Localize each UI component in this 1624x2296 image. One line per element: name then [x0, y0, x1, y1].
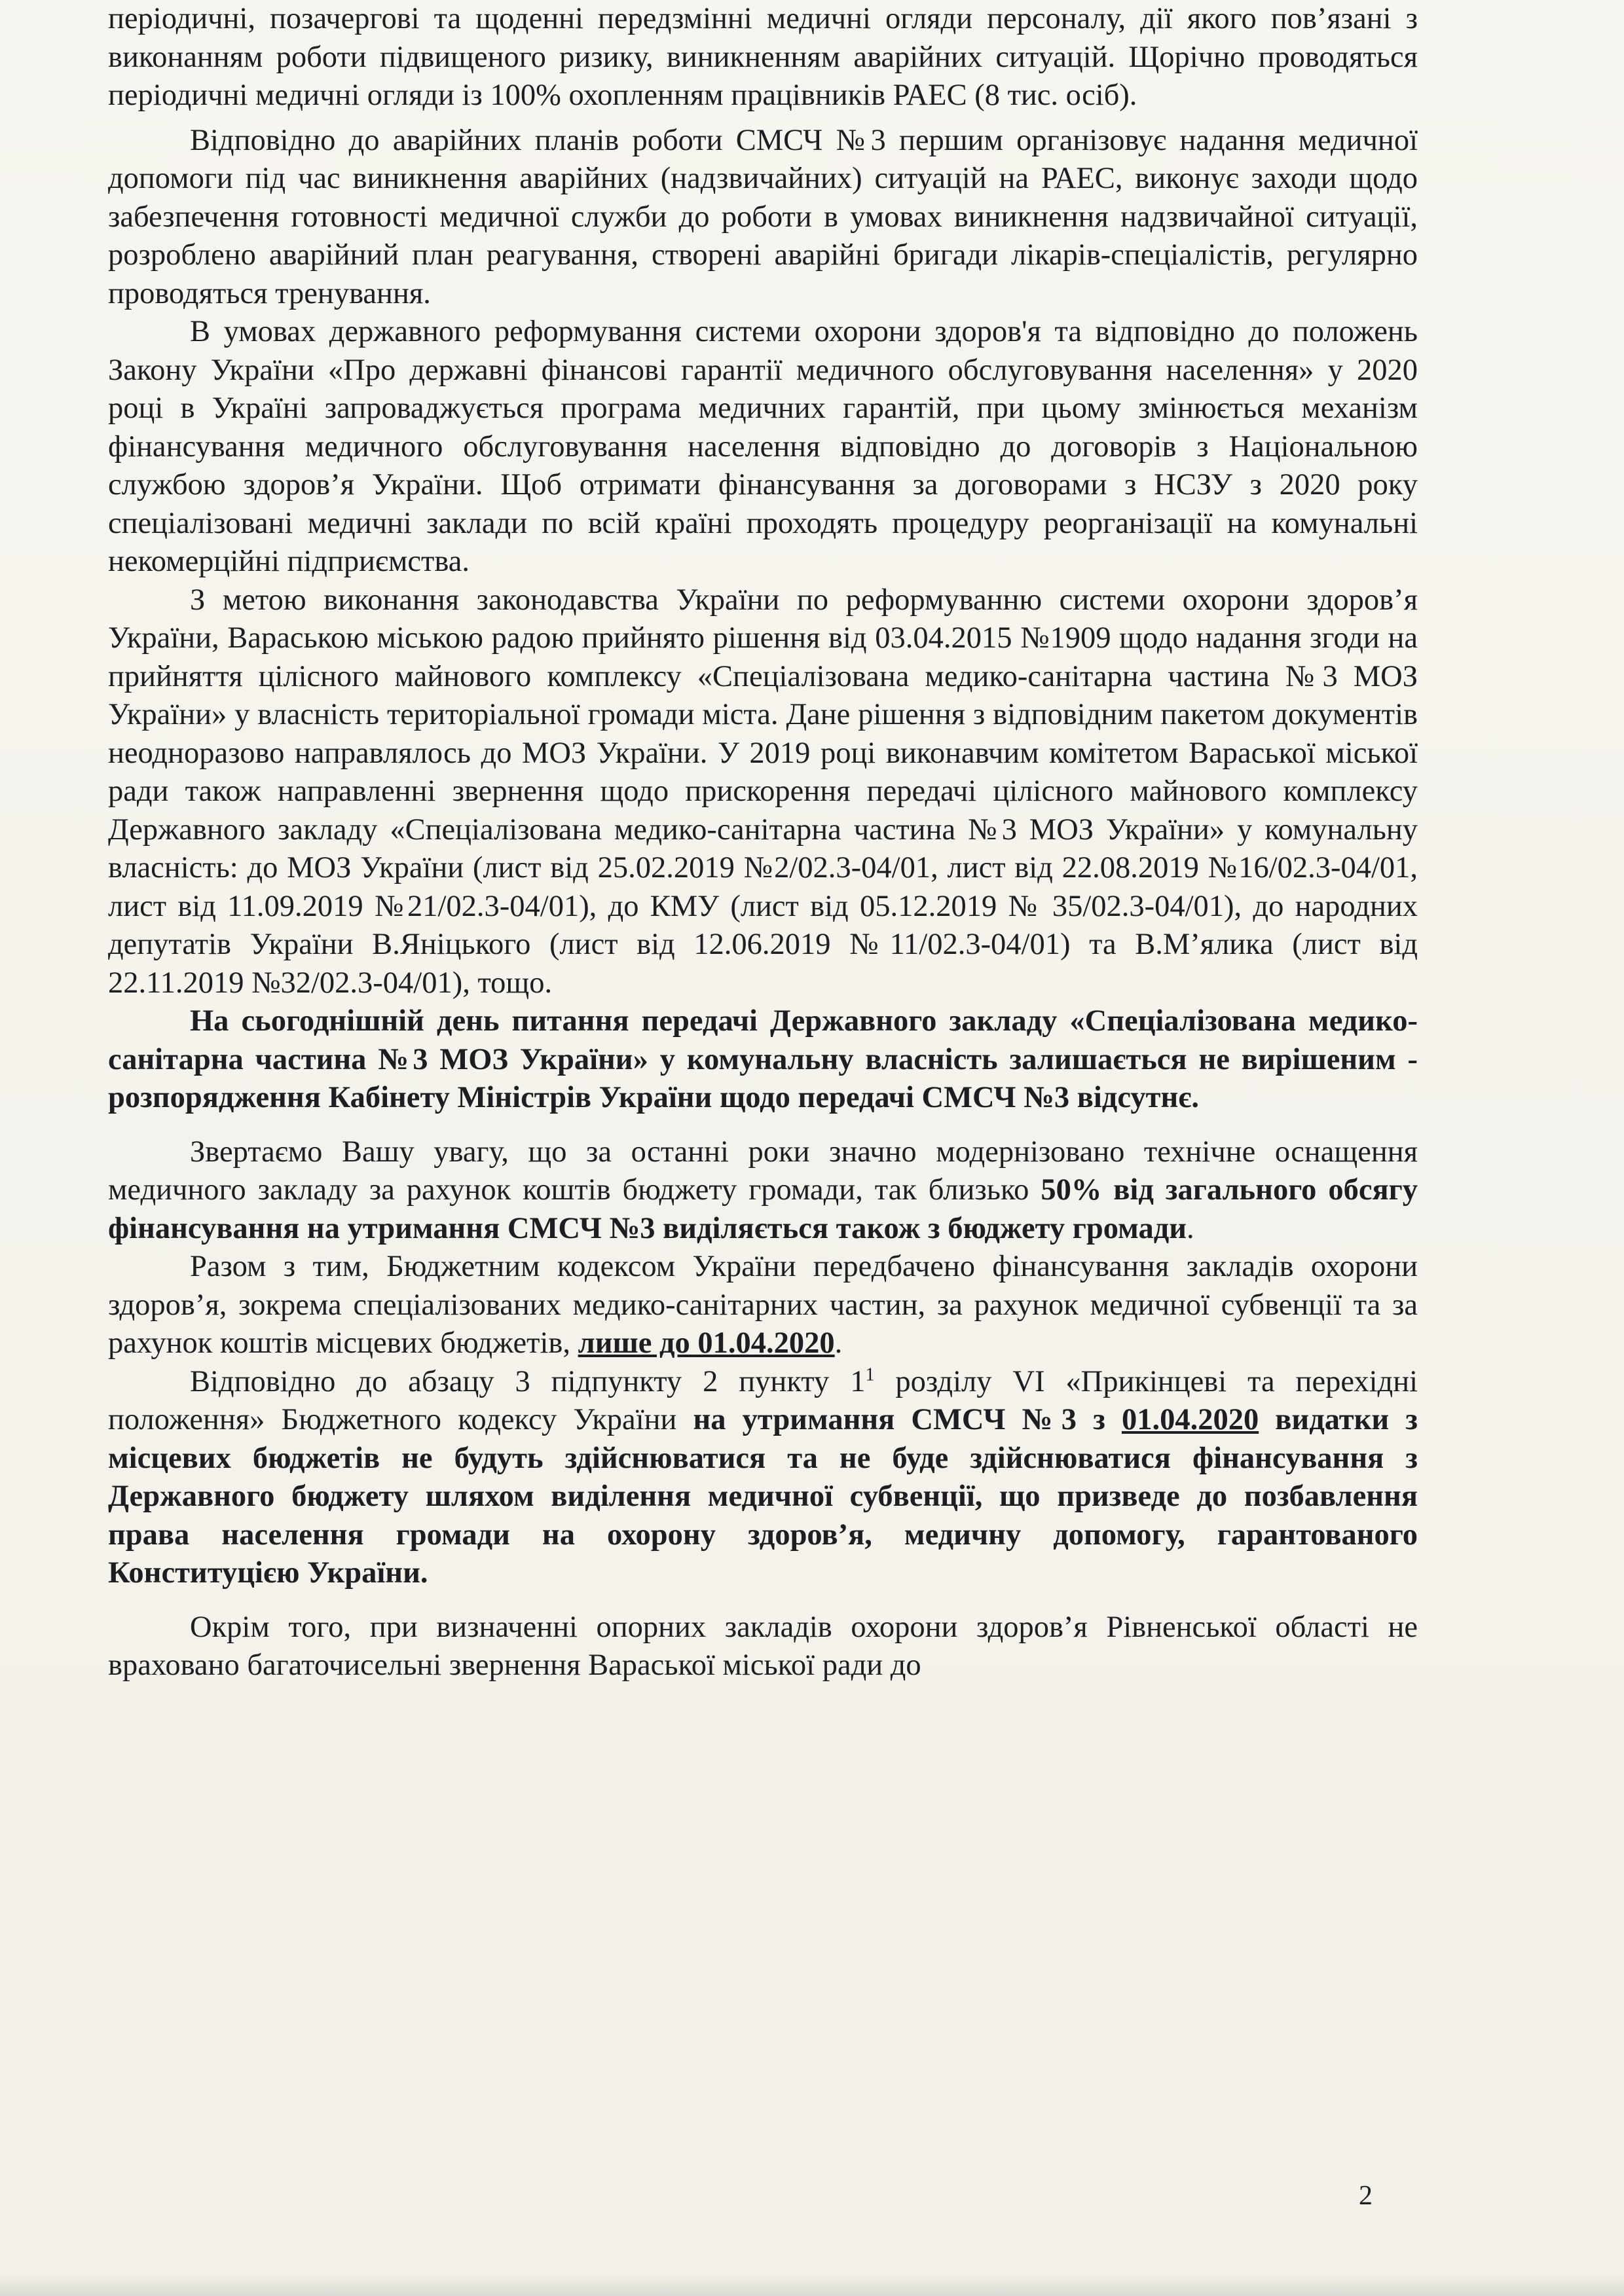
document-body [108, 0, 1418, 1685]
scan-edge-shadow [0, 2274, 1624, 2296]
paragraph-reference-facilities: Окрім того, при визначенні опорних закладів охорони здоров’я Рівненської області не враховано багаточисельні звернення Вараської міської ради до [108, 1610, 1418, 1682]
bold-underlined-date: 01.04.2020 [1121, 1403, 1259, 1436]
paragraph-transitional-provisions [108, 1363, 1418, 1593]
paragraph-medical-checkups: періодичні, позачергові та щоденні передзмінні медичні огляди персоналу, дії якого пов’язані з виконанням роботи підвищеного ризику, виникненням аварійних ситуацій. Щорічно проводяться періодичні медичні огляди із 100% охопленням працівників РАЕС (8 тис. осіб). [108, 2, 1418, 112]
superscript: 1 [865, 1364, 875, 1385]
text-run: Звертаємо Вашу увагу, що за останні роки значно модернізовано технічне оснащення медичного закладу за рахунок коштів бюджету громади, так близько [108, 1135, 1418, 1207]
text-run: . [834, 1326, 843, 1360]
page-number: 2 [1359, 2181, 1373, 2211]
paragraph-city-council-decision: З метою виконання законодавства України по реформуванню системи охорони здоров’я України, Вараською міською радою прийнято рішення від 03.04.2015 №1909 щодо надання згоди на прийняття цілісного майнового комплексу «Спеціалізована медико-санітарна частина №3 МОЗ України» у власність територіальної громади міста. Дане рішення з відповідним пакетом документів неодноразово направлялось до МОЗ України. У 2019 році виконавчим комітетом Вараської міської ради також направленні звернення щодо прискорення передачі цілісного майнового комплексу Державного закладу «Спеціалізована медико-санітарна частина №3 МОЗ України» у комунальну власність: до МОЗ України (лист від 25.02.2019 №2/02.3-04/01, лист від 22.08.2019 №16/02.3-04/01, лист від 11.09.2019 №21/02.3-04/01), до КМУ (лист від 05.12.2019 № 35/02.3-04/01), до народних депутатів України В.Яніцького (лист від 12.06.2019 №11/02.3-04/01) та В.М’ялика (лист від 22.11.2019 №32/02.3-04/01), тощо. [108, 583, 1418, 1000]
paragraph-emergency-plans: Відповідно до аварійних планів роботи СМСЧ №3 першим організовує надання медичної допомоги під час виникнення аварійних (надзвичайних) ситуацій на РАЕС, виконує заходи щодо забезпечення готовності медичної служби до роботи в умовах виникнення надзвичайної ситуації, розроблено аварійний план реагування, створені аварійні бригади лікарів-спеціалістів, регулярно проводяться тренування. [108, 123, 1418, 310]
paragraph-budget-code [108, 1248, 1418, 1363]
paragraph-transfer-status: На сьогоднішній день питання передачі Державного закладу «Спеціалізована медико-санітарна частина №3 МОЗ України» у комунальну власність залишається не вирішеним - розпорядження Кабінету Міністрів України щодо передачі СМСЧ №3 відсутнє. [108, 1004, 1418, 1114]
text-run: розділу VI «Прикінцеві та перехідні положення» Бюджетного кодексу України [108, 1364, 1418, 1436]
bold-text-run: видатки з місцевих бюджетів не будуть здійснюватися та не буде здійснюватися фінансування з Державного бюджету шляхом виділення медичної субвенції, що призведе до позбавлення права населення громади на охорону здоров’я, медичну допомогу, гарантованого Конституцією України. [108, 1403, 1418, 1590]
text-run: Відповідно до абзацу 3 підпункту 2 пункту 1 [190, 1364, 866, 1398]
bold-text-run: на утримання СМСЧ №3 з [693, 1403, 1122, 1436]
bold-underlined-date: лише до 01.04.2020 [578, 1326, 835, 1360]
paragraph-attention-funding [108, 1133, 1418, 1248]
paragraph-healthcare-reform: В умовах державного реформування системи охорони здоров'я та відповідно до положень Закону України «Про державні фінансові гарантії медичного обслуговування населення» у 2020 році в Україні запроваджується програма медичних гарантій, при цьому змінюється механізм фінансування медичного обслуговування населення відповідно до договорів з Національною службою здоров’я України. Щоб отримати фінансування за договорами з НСЗУ з 2020 року спеціалізовані медичні заклади по всій країні проходять процедуру реорганізації на комунальні некомерційні підприємства. [108, 315, 1418, 578]
text-run: Разом з тим, Бюджетним кодексом України передбачено фінансування закладів охорони здоров’я, зокрема спеціалізованих медико-санітарних частин, за рахунок медичної субвенції та за рахунок коштів місцевих бюджетів, [108, 1250, 1418, 1360]
bold-text-run: 50% від загального обсягу фінансування на утримання СМСЧ №3 виділяється також з бюджету громади [108, 1173, 1418, 1245]
text-run: . [1187, 1211, 1194, 1245]
